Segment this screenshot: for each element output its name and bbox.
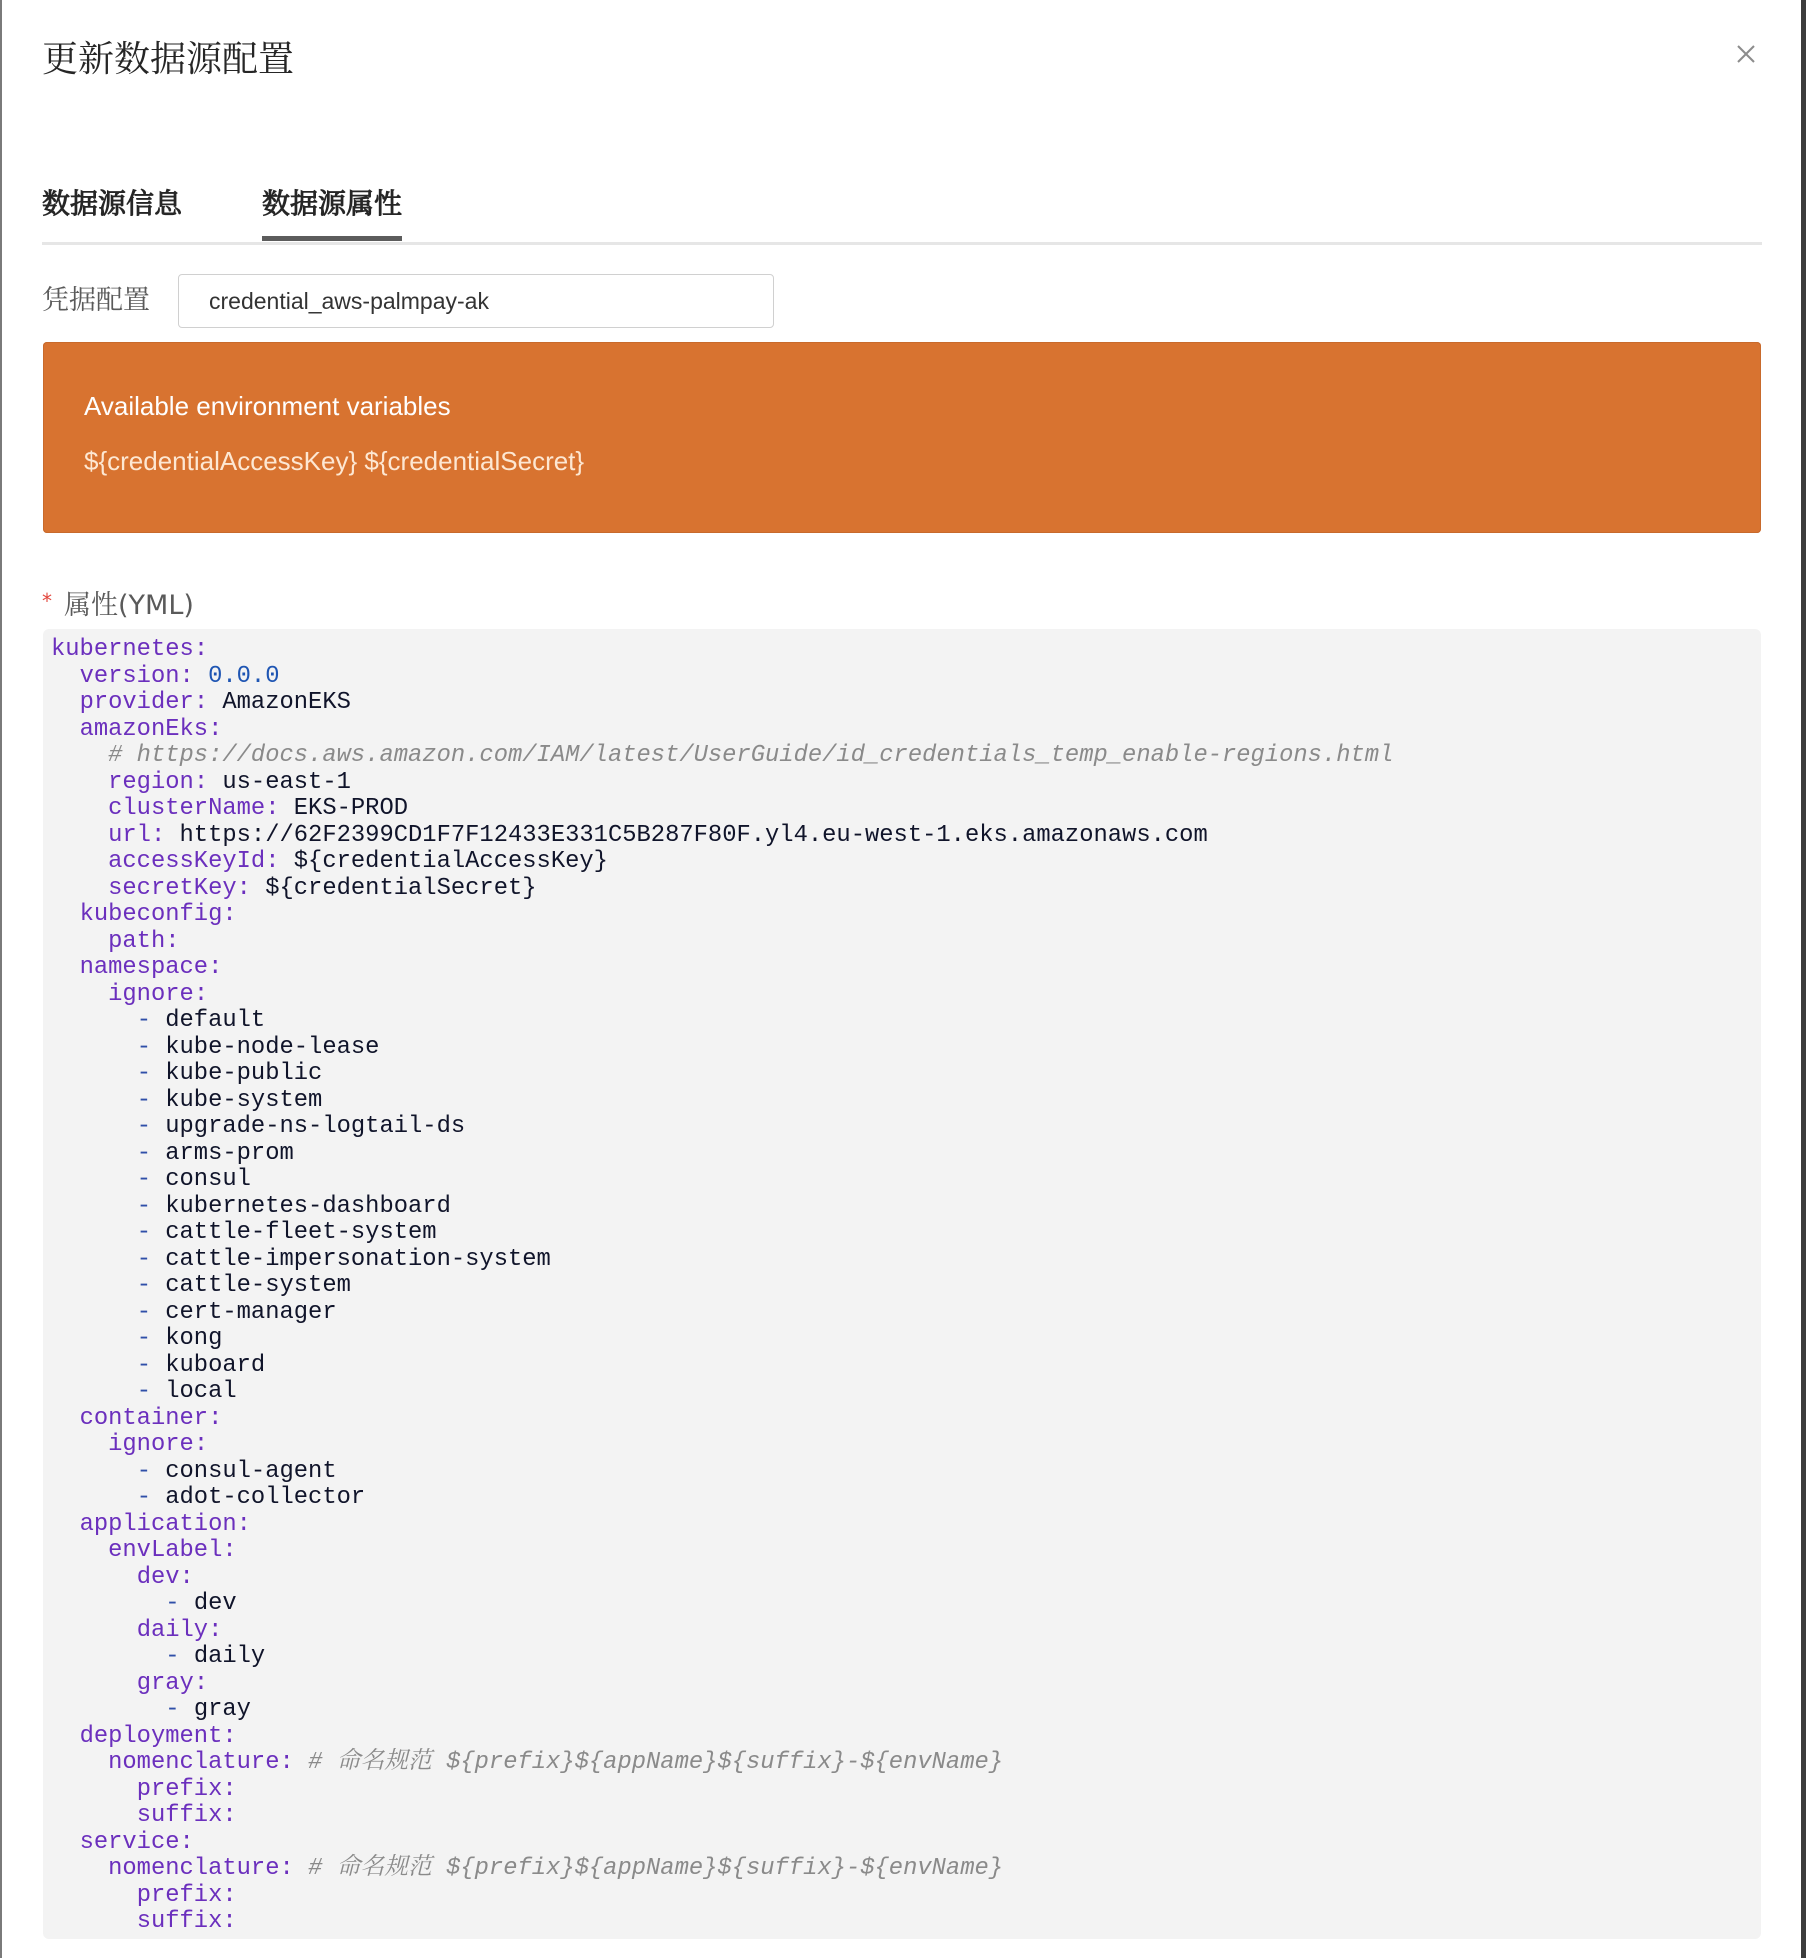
code-key: provider [79,689,194,716]
credential-input[interactable] [178,274,774,328]
code-list-item: dev [193,1590,237,1617]
list-dash: - [136,1245,166,1273]
code-list-item: kube-public [165,1060,323,1087]
code-comment: # 命名规范 ${prefix}${appName}${suffix}-${envName} [308,1749,1004,1776]
code-colon: : [193,980,209,1008]
code-line [51,637,1393,664]
env-variables-banner [43,342,1761,533]
code-colon: : [179,1563,194,1591]
code-line [51,1512,1393,1539]
banner-title: Available environment variables [84,391,451,421]
code-value: us-east-1 [222,768,351,796]
list-dash: - [136,1139,166,1167]
code-value: ${credentialAccessKey} [293,848,608,875]
list-dash: - [136,1086,166,1114]
code-key: accessKeyId [108,848,266,875]
code-line [51,690,1393,717]
list-dash: - [136,1378,166,1405]
code-colon: : [179,662,194,690]
code-key: prefix [136,1775,223,1803]
code-colon: : [222,1775,237,1803]
list-dash: - [136,1457,166,1485]
code-list-item: consul-agent [165,1457,337,1485]
code-key: suffix [136,1908,223,1935]
code-key: envLabel [108,1537,223,1564]
code-line [51,929,1393,956]
code-colon: : [222,1802,237,1829]
list-dash: - [136,1033,166,1061]
code-line [51,1035,1393,1062]
code-colon: : [208,715,223,743]
code-line [51,1909,1393,1936]
list-dash: - [136,1060,166,1087]
code-key: namespace [79,954,209,981]
list-dash: - [136,1192,166,1220]
code-key: path [108,927,166,955]
code-comment: # 命名规范 ${prefix}${appName}${suffix}-${envName} [308,1855,1004,1882]
tab-bar [42,170,1762,245]
code-list-item: daily [193,1643,266,1670]
required-mark: * [42,589,52,613]
code-key: kubeconfig [79,901,223,928]
code-line [51,1803,1393,1830]
code-colon: : [222,901,237,928]
code-line [51,1644,1393,1671]
code-line [51,1856,1393,1883]
code-list-item: cattle-fleet-system [165,1219,437,1246]
code-key: nomenclature [108,1749,280,1776]
code-colon: : [265,795,280,822]
list-dash: - [136,1166,166,1193]
code-colon: : [150,821,166,849]
code-list-item: kong [165,1325,223,1352]
list-dash: - [136,1325,166,1352]
code-line [51,955,1393,982]
list-dash: - [136,1007,166,1034]
code-key: clusterName [108,795,266,822]
code-line [51,1061,1393,1088]
window-right-edge [1801,0,1806,1958]
code-list-item: consul [165,1166,251,1193]
code-key: ignore [108,980,194,1008]
code-line [51,1883,1393,1910]
code-line [51,1830,1393,1857]
code-line [51,1326,1393,1353]
code-colon: : [208,1616,223,1644]
code-line [51,1485,1393,1512]
code-list-item: adot-collector [165,1484,366,1511]
code-key: region [108,768,194,796]
code-key: nomenclature [108,1855,280,1882]
code-colon: : [193,1669,209,1697]
code-line [51,1300,1393,1327]
active-tab-indicator [262,236,402,241]
window-left-edge [0,0,2,1958]
code-line [51,823,1393,850]
code-list-item: cattle-system [165,1272,351,1299]
code-key: prefix [136,1881,223,1909]
code-line [51,1353,1393,1380]
code-line [51,1565,1393,1592]
code-line [51,1591,1393,1618]
code-colon: : [179,1828,194,1856]
code-list-item: kube-system [165,1086,323,1114]
code-list-item: cert-manager [165,1298,337,1326]
code-colon: : [193,1431,209,1458]
code-key: suffix [136,1802,223,1829]
code-line [51,1379,1393,1406]
list-dash: - [136,1113,166,1140]
code-line [51,1167,1393,1194]
code-line [51,1777,1393,1804]
list-dash: - [136,1272,166,1299]
code-list-item: cattle-impersonation-system [165,1245,551,1273]
code-colon: : [222,1722,237,1750]
list-dash: - [165,1643,194,1670]
code-colon: : [193,689,209,716]
code-colon: : [265,848,280,875]
code-list-item: kubernetes-dashboard [165,1192,451,1220]
code-key: amazonEks [79,715,209,743]
code-comment: # https://docs.aws.amazon.com/IAM/latest/UserGuide/id_credentials_temp_enable-regions.html [108,742,1394,769]
code-line [51,1432,1393,1459]
code-line [51,770,1393,797]
banner-variables: ${credentialAccessKey} ${credentialSecret} [84,446,585,476]
code-colon: : [279,1855,294,1882]
code-line [51,1750,1393,1777]
list-dash: - [136,1298,166,1326]
code-key: service [79,1828,180,1856]
code-line [51,1088,1393,1115]
code-key: gray [136,1669,194,1697]
code-line [51,796,1393,823]
code-line [51,1697,1393,1724]
code-key: ignore [108,1431,194,1458]
code-key: deployment [79,1722,223,1750]
code-line [51,902,1393,929]
close-icon [1730,38,1762,70]
code-colon: : [236,1510,251,1538]
code-colon: : [208,954,223,981]
code-colon: : [208,1404,223,1432]
code-key: version [79,662,180,690]
code-line [51,1273,1393,1300]
code-colon: : [193,636,209,663]
code-line [51,1538,1393,1565]
credential-label: 凭据配置 [42,285,150,316]
code-list-item: default [165,1007,266,1034]
code-line [51,717,1393,744]
code-list-item: upgrade-ns-logtail-ds [165,1113,466,1140]
code-line [51,1220,1393,1247]
code-colon: : [236,874,251,902]
code-list-item: kube-node-lease [165,1033,380,1061]
code-line [51,1724,1393,1751]
code-line [51,1141,1393,1168]
code-key: url [108,821,151,849]
code-line [51,1459,1393,1486]
code-list-item: gray [193,1696,251,1723]
code-key: container [79,1404,209,1432]
list-dash: - [136,1351,166,1379]
code-colon: : [222,1537,237,1564]
code-key: secretKey [108,874,237,902]
code-list-item: arms-prom [165,1139,294,1167]
code-line [51,849,1393,876]
code-line [51,664,1393,691]
code-line [51,1008,1393,1035]
close-button[interactable] [1730,38,1762,70]
tab-datasource-info[interactable]: 数据源信息 [42,187,183,220]
yml-label [42,582,194,625]
code-number: 0.0.0 [208,662,280,690]
code-colon: : [193,768,209,796]
code-value: ${credentialSecret} [265,874,537,902]
yml-label-text: 属性(YML) [64,590,194,621]
list-dash: - [136,1484,166,1511]
code-value: https://62F2399CD1F7F12433E331C5B287F80F.yl4.eu-west-1.eks.amazonaws.com [179,821,1208,849]
code-line [51,1406,1393,1433]
code-key: kubernetes [51,636,194,663]
code-value: EKS-PROD [293,795,409,822]
list-dash: - [165,1590,194,1617]
code-line [51,876,1393,903]
list-dash: - [165,1696,194,1723]
code-colon: : [279,1749,294,1776]
code-line [51,1247,1393,1274]
code-line [51,1194,1393,1221]
code-colon: : [165,927,180,955]
code-line [51,1618,1393,1645]
code-line [51,982,1393,1009]
list-dash: - [136,1219,166,1246]
tab-datasource-properties[interactable]: 数据源属性 [262,187,403,220]
code-line [51,1671,1393,1698]
code-list-item: kuboard [165,1351,266,1379]
code-key: daily [136,1616,209,1644]
yml-editor[interactable] [43,629,1761,1939]
code-key: application [79,1510,237,1538]
code-colon: : [222,1881,237,1909]
code-line [51,1114,1393,1141]
code-key: dev [136,1563,180,1591]
yml-code [51,637,1393,1936]
code-line [51,743,1393,770]
code-colon: : [222,1908,237,1935]
code-value: AmazonEKS [222,689,351,716]
code-list-item: local [165,1378,237,1405]
dialog-title: 更新数据源配置 [42,39,295,80]
